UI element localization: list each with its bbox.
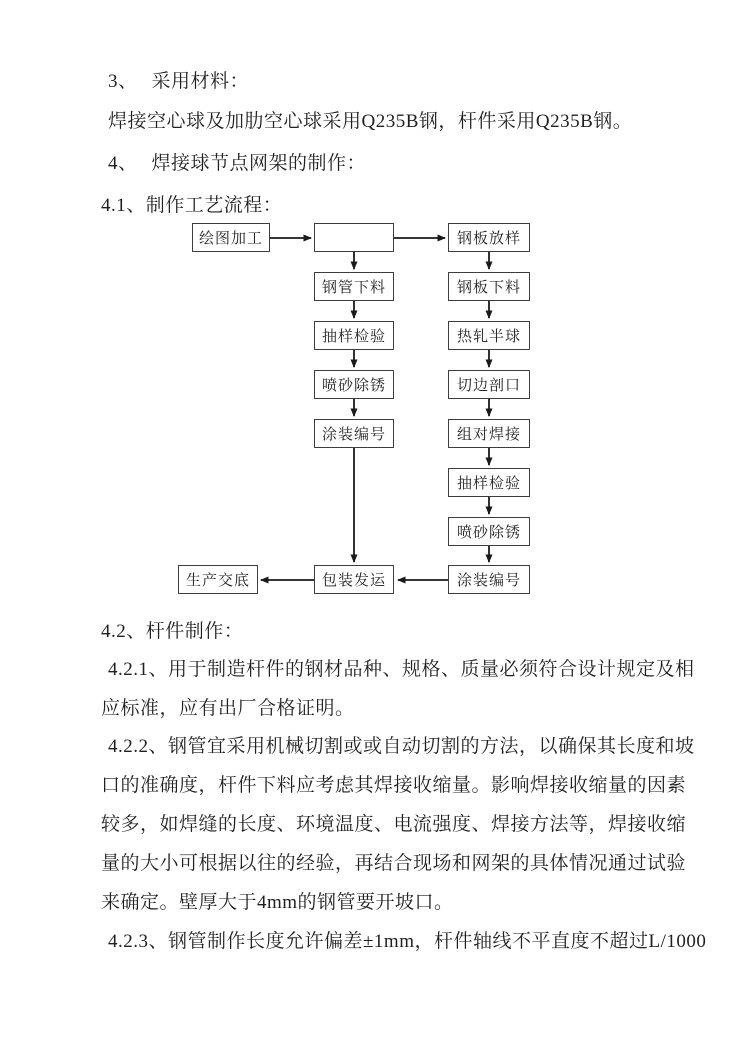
section-4-2-heading: 4.2、杆件制作： (101, 621, 244, 642)
flow-box-sandblast-derust-mid: 喷砂除锈 (314, 370, 394, 399)
text-line: 焊接空心球及加肋空心球采用Q235B钢，杆件采用Q235B钢。 (108, 111, 633, 132)
section-4-title: 焊接球节点网架的制作： (151, 153, 367, 174)
flow-box-coating-numbering-mid: 涂装编号 (314, 419, 394, 448)
flow-box-pipe-cutting: 钢管下料 (314, 272, 394, 301)
text-line: 口的准确度，杆件下料应考虑其焊接收缩量。影响焊接收缩量的因素 (101, 775, 687, 796)
flow-box-edge-cutting-groove: 切边剖口 (448, 370, 530, 399)
text-line: 来确定。壁厚大于4mm的钢管要开坡口。 (101, 892, 454, 913)
para-4-2-2 (101, 727, 695, 922)
text-line: 4.2.3、钢管制作长度允许偏差±1mm，杆件轴线不平直度不超过L/1000 (108, 931, 707, 952)
para-4-2-3 (101, 922, 706, 961)
text-line: 较多，如焊缝的长度、环境温度、电流强度、焊接方法等，焊接收缩 (101, 814, 687, 835)
flow-box-sampling-inspection-right: 抽样检验 (448, 468, 530, 497)
flow-box-pairing-welding: 组对焊接 (448, 419, 530, 448)
section-3-number: 3、 (108, 71, 138, 92)
flow-box-coating-numbering-right: 涂装编号 (448, 565, 530, 594)
flow-box-plate-layout: 钢板放样 (448, 223, 530, 252)
flow-box-blank (314, 223, 394, 252)
flow-box-plate-cutting: 钢板下料 (448, 272, 530, 301)
flow-box-packing-shipping: 包装发运 (314, 565, 394, 594)
section-3-title: 采用材料： (151, 71, 250, 92)
para-4-2-1 (101, 650, 695, 728)
flow-box-hot-rolled-hemisphere: 热轧半球 (448, 321, 530, 350)
flow-box-production-briefing: 生产交底 (178, 565, 258, 594)
flow-box-sandblast-derust-right: 喷砂除锈 (448, 517, 530, 546)
text-line: 4.2.1、用于制造杆件的钢材品种、规格、质量必须符合设计规定及相 (108, 659, 695, 680)
flow-box-sampling-inspection-mid: 抽样检验 (314, 321, 394, 350)
text-line: 4.2.2、钢管宜采用机械切割或或自动切割的方法，以确保其长度和坡 (108, 736, 695, 757)
text-line: 量的大小可根据以往的经验，再结合现场和网架的具体情况通过试验 (101, 853, 687, 874)
section-4-number: 4、 (108, 153, 138, 174)
text-line: 应标准，应有出厂合格证明。 (101, 698, 355, 719)
flow-box-draw-processing: 绘图加工 (192, 223, 270, 252)
section-4-1-heading: 4.1、制作工艺流程： (101, 195, 283, 216)
